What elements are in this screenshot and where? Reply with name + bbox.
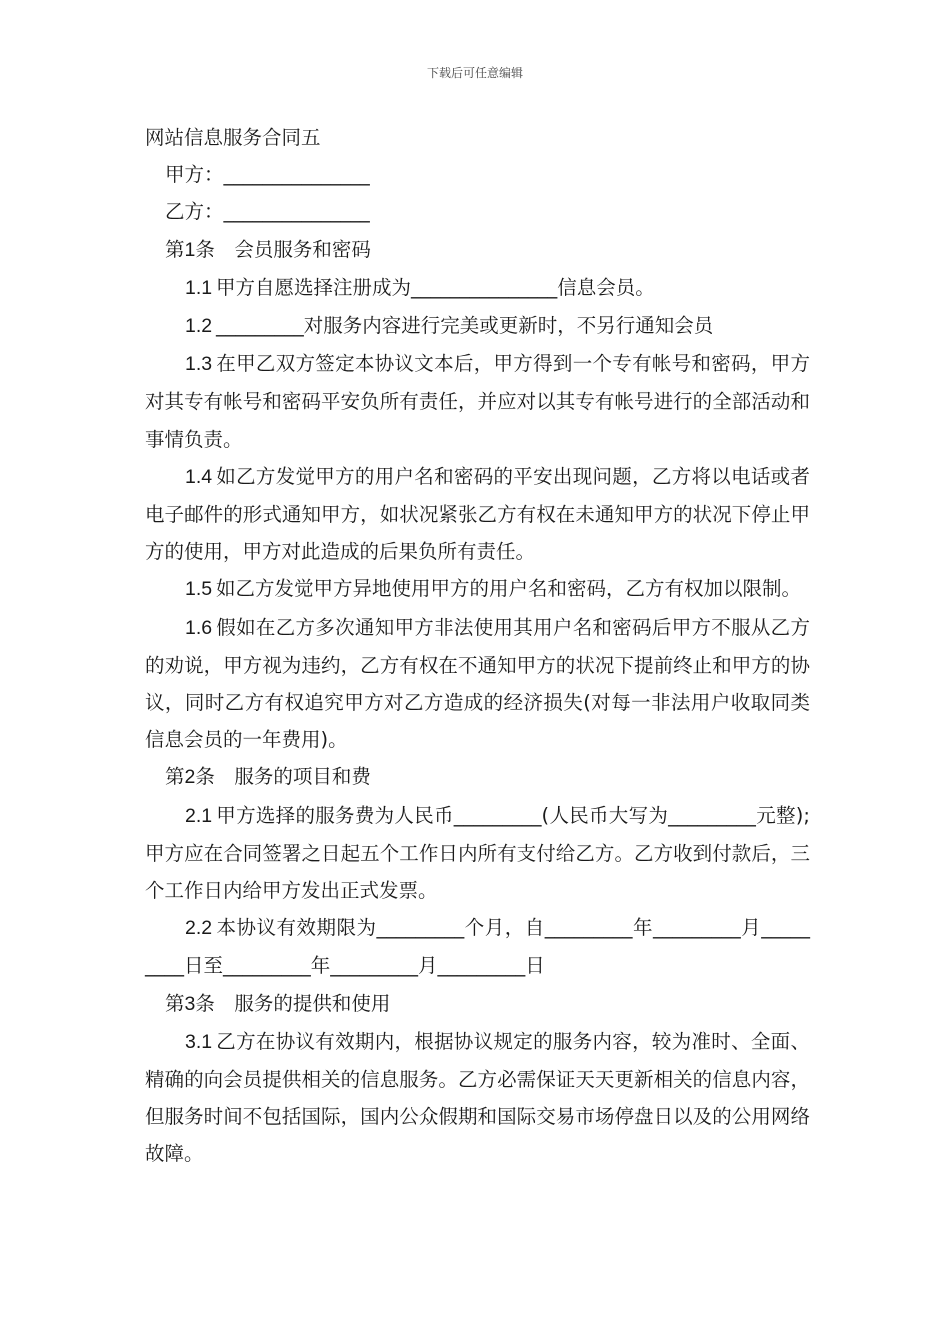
page-header: 下载后可任意编辑 (426, 66, 523, 80)
clause (145, 345, 810, 458)
section-number: 2 (184, 766, 196, 789)
party-a-line: 甲方：_______________ (165, 163, 370, 187)
clause (145, 797, 810, 910)
clause-number: 1.1 (185, 276, 213, 299)
section-heading (145, 985, 810, 1023)
clause (145, 609, 810, 759)
clause (145, 1023, 810, 1173)
clause (145, 458, 810, 571)
clause-text: 如乙方发觉甲方异地使用甲方的用户名和密码，乙方有权加以限制。 (216, 577, 802, 601)
clause-text: 假如在乙方多次通知甲方非法使用其用户名和密码后甲方不服从乙方的劝说，甲方视为违约，乙方有权在不通知甲方的状况下提前终止和甲方的协议，同时乙方有权追究甲方对乙方造成的经济损失(对每一非法用户收取同类信息会员的一年费用)。 (145, 615, 810, 752)
clause-text: 乙方在协议有效期内，根据协议规定的服务内容，较为准时、全面、精确的向会员提供相关的信息服务。乙方必需保证天天更新相关的信息内容，但服务时间不包括国际，国内公众假期和国际交易市场停盘日以及的公用网络故障。 (145, 1029, 810, 1166)
clause-number: 1.6 (185, 616, 213, 639)
clause-number: 1.3 (185, 353, 213, 376)
section-number: 3 (184, 992, 196, 1015)
clause-text: 本协议有效期限为_________个月，自_________年_________月_________日至_________年_________月_________日 (145, 916, 810, 978)
section-title: 条 服务的提供和使用 (195, 991, 391, 1015)
clause-text: 甲方选择的服务费为人民币_________(人民币大写为_________元整);甲方应在合同签署之日起五个工作日内所有支付给乙方。乙方收到付款后，三个工作日内给甲方发出正式发票。 (145, 803, 810, 903)
clause-number: 1.5 (185, 578, 213, 601)
section-number: 1 (184, 238, 196, 261)
clause-number: 2.2 (185, 917, 213, 940)
section-prefix: 第 (165, 237, 185, 261)
clause-text: 甲方自愿选择注册成为_______________信息会员。 (216, 275, 655, 299)
document-title: 网站信息服务合同五 (145, 126, 321, 149)
section-heading (145, 758, 810, 796)
party-b-line: 乙方：_______________ (165, 200, 370, 224)
clause-number: 1.4 (185, 465, 213, 488)
clause (145, 269, 810, 307)
section-prefix: 第 (165, 765, 185, 789)
contract-body (145, 119, 810, 1173)
clause-number: 1.2 (185, 315, 213, 338)
clause-text: _________对服务内容进行完美或更新时，不另行通知会员 (216, 314, 714, 338)
clause (145, 909, 810, 984)
clause-number: 2.1 (185, 804, 213, 827)
section-title: 条 服务的项目和费 (195, 765, 371, 789)
clause (145, 307, 810, 345)
section-title: 条 会员服务和密码 (195, 237, 371, 261)
section-prefix: 第 (165, 991, 185, 1015)
clause (145, 570, 810, 608)
section-heading (145, 231, 810, 269)
clause-number: 3.1 (185, 1030, 213, 1053)
clause-text: 在甲乙双方签定本协议文本后，甲方得到一个专有帐号和密码，甲方对其专有帐号和密码平安负所有责任，并应对以其专有帐号进行的全部活动和事情负责。 (145, 352, 810, 451)
clause-text: 如乙方发觉甲方的用户名和密码的平安出现问题，乙方将以电话或者电子邮件的形式通知甲方，如状况紧张乙方有权在未通知甲方的状况下停止甲方的使用，甲方对此造成的后果负所有责任。 (145, 464, 810, 564)
